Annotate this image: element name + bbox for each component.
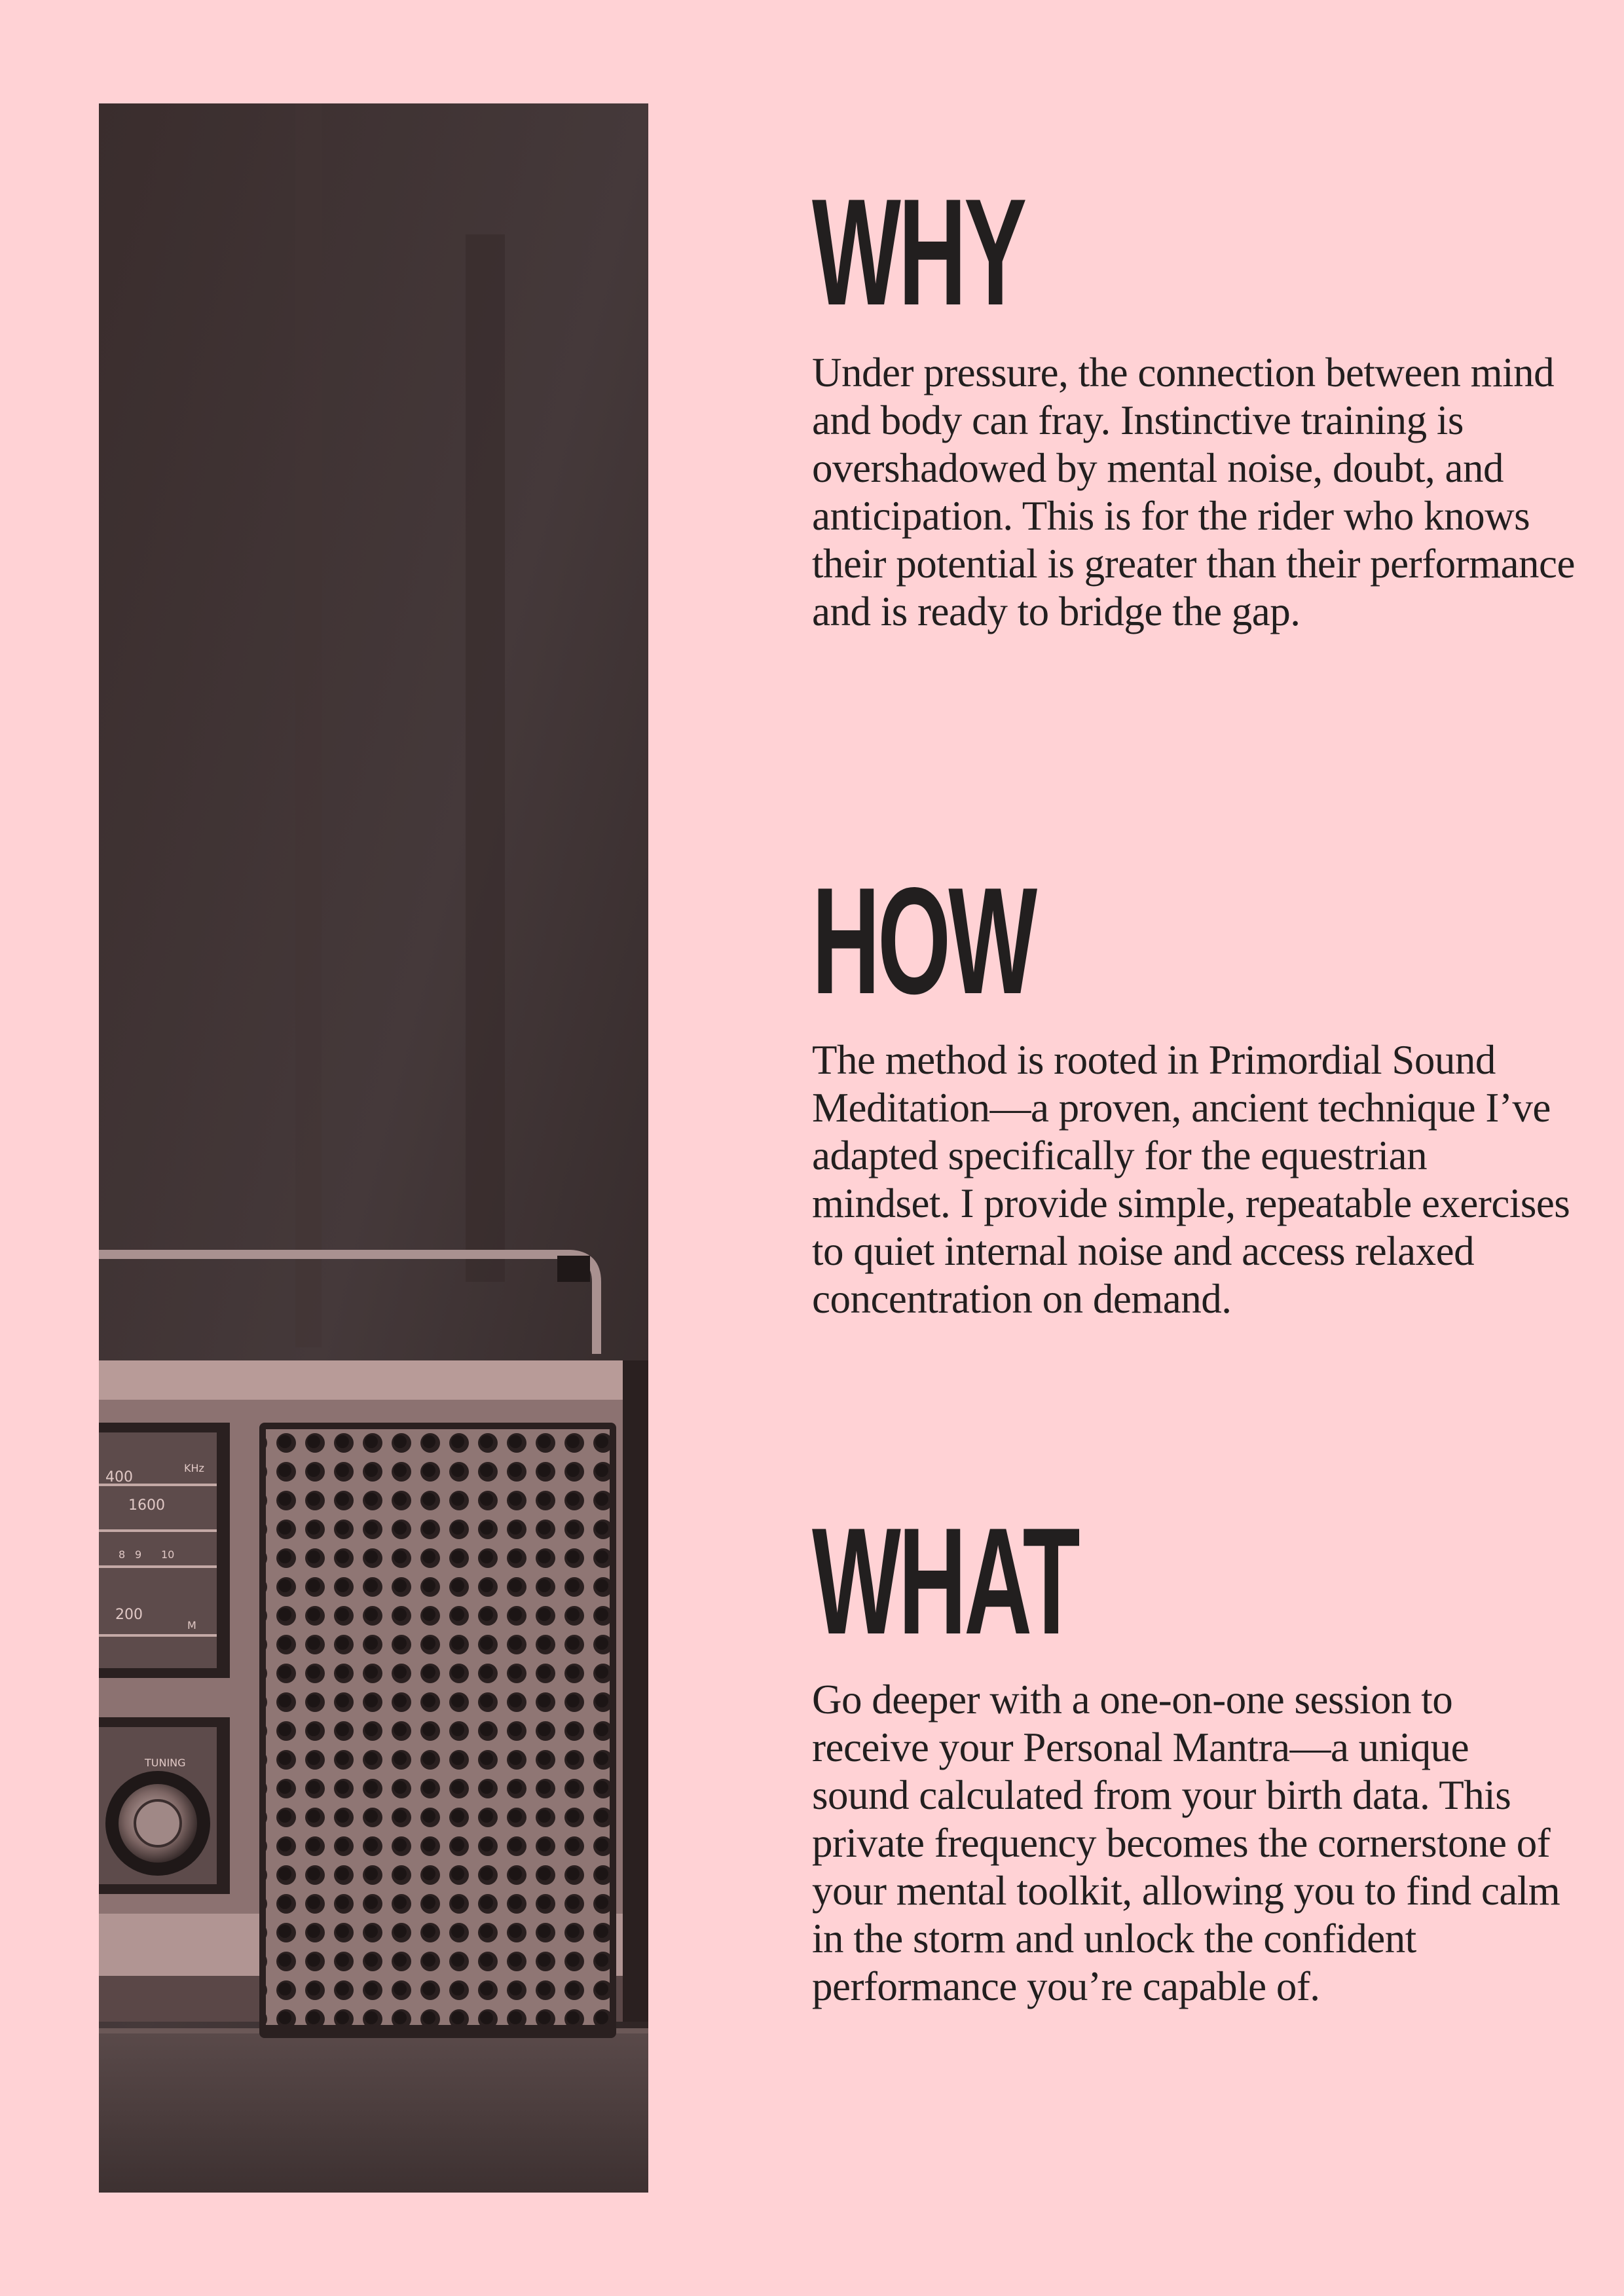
dial-8: 8 [119, 1548, 126, 1561]
dial-200: 200 [115, 1607, 143, 1623]
dial-1600: 1600 [128, 1497, 165, 1514]
radio-photo [99, 103, 648, 2193]
how-heading: HOW [812, 856, 1035, 1026]
what-body-text: Go deeper with a one-on-one session to receive your Personal Mantra—a unique sound calculated from your birth data. This private frequency becomes the cornerstone of your mental toolkit, allowing you to find calm in the storm and unlock the confident performance you’re capable of. [812, 1677, 1560, 2009]
why-body-text: Under pressure, the connection between mind and body can fray. Instinctive training is overshadowed by mental noise, doubt, and anticipation. This is for the rider who knows their potential is greater than their performance and is ready to bridge the gap. [812, 350, 1575, 634]
why-heading: WHY [812, 168, 1025, 337]
dial-9: 9 [135, 1548, 142, 1561]
dial-400: 400 [105, 1469, 133, 1485]
speaker-grille [266, 1429, 610, 2025]
dial-khz: KHz [184, 1462, 204, 1474]
dial-m: M [187, 1619, 196, 1631]
what-heading: WHAT [812, 1497, 1078, 1666]
dial-10: 10 [161, 1548, 175, 1561]
tuning-label: TUNING [145, 1757, 186, 1769]
how-body-text: The method is rooted in Primordial Sound Meditation—a proven, ancient technique I’ve adapted specifically for the equestrian mindset. I provide simple, repeatable exercises to quiet internal noise and access relaxed concentration on demand. [812, 1037, 1570, 1322]
